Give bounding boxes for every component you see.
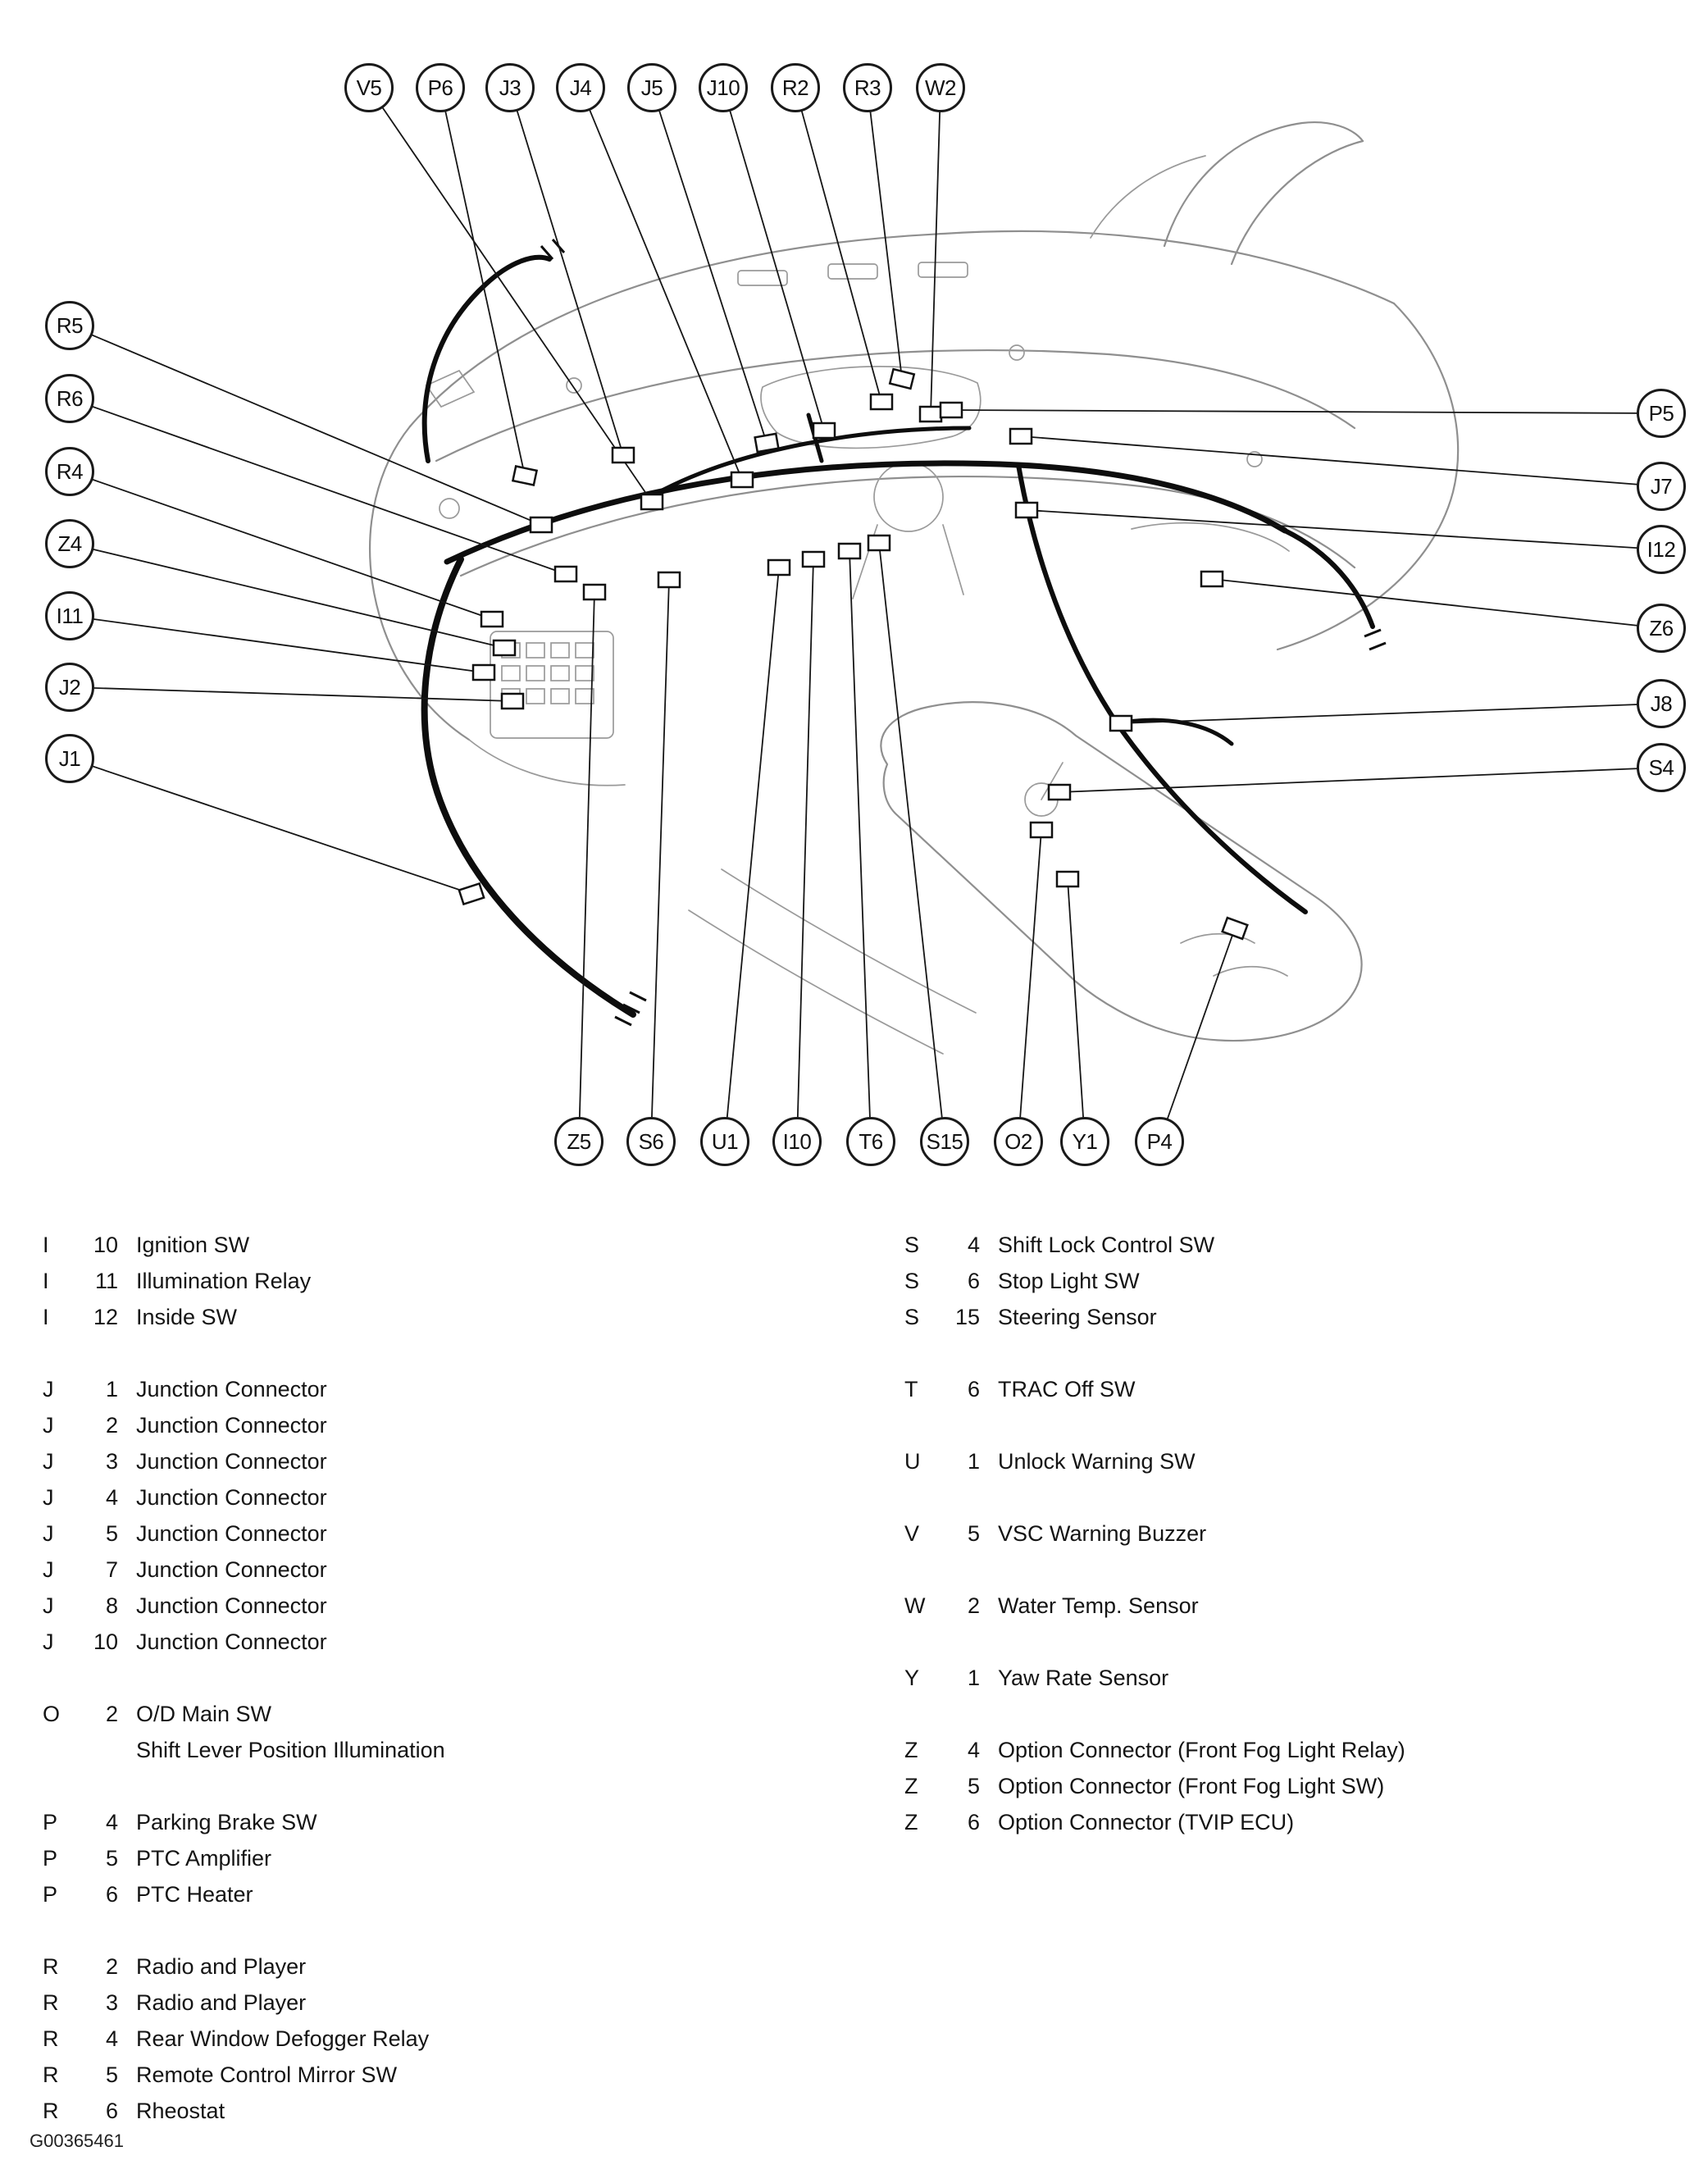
legend-name: Inside SW bbox=[136, 1304, 238, 1329]
callout-z6: Z6 bbox=[1637, 604, 1686, 653]
legend-number: 1 bbox=[967, 1665, 980, 1690]
legend-name: Shift Lock Control SW bbox=[998, 1232, 1215, 1257]
legend-row bbox=[904, 1804, 1692, 1840]
legend-name: Junction Connector bbox=[136, 1520, 327, 1546]
legend-code: T bbox=[904, 1376, 918, 1401]
legend-group-y bbox=[904, 1660, 1692, 1696]
legend-code: J bbox=[43, 1629, 54, 1654]
legend-number: 4 bbox=[105, 1809, 118, 1834]
legend-number: 12 bbox=[93, 1304, 118, 1329]
legend-row bbox=[43, 1588, 863, 1624]
legend-name: Junction Connector bbox=[136, 1448, 327, 1474]
legend-number: 5 bbox=[105, 1845, 118, 1871]
legend-code: P bbox=[43, 1881, 58, 1907]
callout-j7: J7 bbox=[1637, 462, 1686, 511]
callout-j4: J4 bbox=[556, 63, 605, 112]
legend-number: 4 bbox=[967, 1737, 980, 1762]
legend-number: 8 bbox=[105, 1593, 118, 1618]
legend-code: V bbox=[904, 1520, 920, 1546]
legend-group-w bbox=[904, 1588, 1692, 1624]
legend-row bbox=[43, 1840, 863, 1876]
legend-row bbox=[904, 1660, 1692, 1696]
legend-group-u bbox=[904, 1443, 1692, 1479]
legend-row bbox=[904, 1588, 1692, 1624]
legend-number: 1 bbox=[105, 1376, 118, 1401]
legend-row bbox=[43, 2093, 863, 2129]
legend-group-i bbox=[43, 1227, 863, 1335]
legend-row bbox=[43, 1299, 863, 1335]
legend-number: 2 bbox=[105, 1701, 118, 1726]
legend-code: J bbox=[43, 1520, 54, 1546]
legend-number: 1 bbox=[967, 1448, 980, 1474]
legend-row bbox=[43, 2021, 863, 2057]
legend-code: P bbox=[43, 1809, 58, 1834]
legend-number: 4 bbox=[105, 2026, 118, 2051]
callout-p4: P4 bbox=[1135, 1117, 1184, 1166]
legend-name: Junction Connector bbox=[136, 1593, 327, 1618]
legend-code: R bbox=[43, 2062, 59, 2087]
legend-row bbox=[43, 1804, 863, 1840]
legend-name: Radio and Player bbox=[136, 1989, 307, 2015]
legend-name: Junction Connector bbox=[136, 1556, 327, 1582]
legend-row bbox=[43, 1624, 863, 1660]
legend-number: 7 bbox=[105, 1556, 118, 1582]
legend-code: O bbox=[43, 1701, 61, 1726]
legend-name: PTC Heater bbox=[136, 1881, 253, 1907]
legend-number: 6 bbox=[967, 1376, 980, 1401]
legend-group-t bbox=[904, 1371, 1692, 1407]
legend-number: 2 bbox=[105, 1412, 118, 1438]
legend-row bbox=[43, 1985, 863, 2021]
legend-name: Option Connector (Front Fog Light Relay) bbox=[998, 1737, 1405, 1762]
callout-p6: P6 bbox=[416, 63, 465, 112]
legend-name: Option Connector (Front Fog Light SW) bbox=[998, 1773, 1385, 1798]
legend-number: 2 bbox=[105, 1953, 118, 1979]
legend-group-s bbox=[904, 1227, 1692, 1335]
legend-name: Rear Window Defogger Relay bbox=[136, 2026, 430, 2051]
callout-s6: S6 bbox=[626, 1117, 676, 1166]
legend-code: Z bbox=[904, 1809, 918, 1834]
callout-r2: R2 bbox=[771, 63, 820, 112]
legend-name: Parking Brake SW bbox=[136, 1809, 317, 1834]
callout-p5: P5 bbox=[1637, 389, 1686, 438]
legend-code: Z bbox=[904, 1773, 918, 1798]
legend-code: Z bbox=[904, 1737, 918, 1762]
callout-z5: Z5 bbox=[554, 1117, 603, 1166]
callout-r4: R4 bbox=[45, 447, 94, 496]
legend-name: PTC Amplifier bbox=[136, 1845, 272, 1871]
legend-row bbox=[43, 1443, 863, 1479]
legend-code: S bbox=[904, 1268, 920, 1293]
legend-name: Radio and Player bbox=[136, 1953, 307, 1979]
legend-row bbox=[904, 1768, 1692, 1804]
legend-row bbox=[43, 1876, 863, 1912]
callout-r6: R6 bbox=[45, 374, 94, 423]
legend-number: 5 bbox=[967, 1520, 980, 1546]
legend-number: 10 bbox=[93, 1629, 118, 1654]
callout-j1: J1 bbox=[45, 734, 94, 783]
callout-y1: Y1 bbox=[1060, 1117, 1109, 1166]
legend-name: Remote Control Mirror SW bbox=[136, 2062, 398, 2087]
legend-name: Stop Light SW bbox=[998, 1268, 1140, 1293]
legend-number: 3 bbox=[105, 1989, 118, 2015]
legend-group-r bbox=[43, 1948, 863, 2129]
legend-code: S bbox=[904, 1304, 920, 1329]
callout-j3: J3 bbox=[485, 63, 535, 112]
callout-s4: S4 bbox=[1637, 743, 1686, 792]
legend-name: TRAC Off SW bbox=[998, 1376, 1136, 1401]
legend-name: Option Connector (TVIP ECU) bbox=[998, 1809, 1295, 1834]
legend-number: 4 bbox=[105, 1484, 118, 1510]
legend-row bbox=[43, 1948, 863, 1985]
legend-row bbox=[904, 1371, 1692, 1407]
legend-column-right bbox=[904, 1227, 1692, 1876]
legend-number: 6 bbox=[967, 1268, 980, 1293]
callout-j8: J8 bbox=[1637, 679, 1686, 728]
legend-name: Shift Lever Position Illumination bbox=[136, 1737, 445, 1762]
wiring-harness bbox=[425, 239, 1386, 1025]
legend-code: R bbox=[43, 1953, 59, 1979]
callout-z4: Z4 bbox=[45, 519, 94, 568]
legend-group-z bbox=[904, 1732, 1692, 1840]
legend-name: Junction Connector bbox=[136, 1484, 327, 1510]
legend-code: I bbox=[43, 1304, 49, 1329]
legend-name: Ignition SW bbox=[136, 1232, 250, 1257]
callout-r5: R5 bbox=[45, 301, 94, 350]
figure-id: G00365461 bbox=[30, 2131, 124, 2151]
callout-i11: I11 bbox=[45, 591, 94, 640]
leader-lines bbox=[70, 88, 1661, 1142]
legend-row bbox=[904, 1515, 1692, 1552]
legend-group-j bbox=[43, 1371, 863, 1660]
legend-row bbox=[43, 2057, 863, 2093]
legend-name: Junction Connector bbox=[136, 1376, 327, 1401]
legend-number: 2 bbox=[967, 1593, 980, 1618]
legend-name: Water Temp. Sensor bbox=[998, 1593, 1199, 1618]
legend-name: Junction Connector bbox=[136, 1412, 327, 1438]
legend-code: J bbox=[43, 1412, 54, 1438]
legend-row bbox=[904, 1299, 1692, 1335]
legend-name: Unlock Warning SW bbox=[998, 1448, 1196, 1474]
legend-code: J bbox=[43, 1484, 54, 1510]
legend-number: 6 bbox=[105, 1881, 118, 1907]
legend-name: VSC Warning Buzzer bbox=[998, 1520, 1207, 1546]
callout-u1: U1 bbox=[700, 1117, 749, 1166]
legend-row bbox=[904, 1263, 1692, 1299]
legend-code: U bbox=[904, 1448, 921, 1474]
legend-code: R bbox=[43, 2098, 59, 2123]
legend-group-v bbox=[904, 1515, 1692, 1552]
callout-v5: V5 bbox=[344, 63, 394, 112]
legend-code: J bbox=[43, 1593, 54, 1618]
legend-code: W bbox=[904, 1593, 926, 1618]
legend-row bbox=[904, 1732, 1692, 1768]
legend-name: Rheostat bbox=[136, 2098, 225, 2123]
legend-code: R bbox=[43, 2026, 59, 2051]
callout-s15: S15 bbox=[920, 1117, 969, 1166]
legend-code: R bbox=[43, 1989, 59, 2015]
callout-w2: W2 bbox=[916, 63, 965, 112]
legend-number: 3 bbox=[105, 1448, 118, 1474]
legend-row bbox=[43, 1696, 863, 1732]
legend-name: Yaw Rate Sensor bbox=[998, 1665, 1169, 1690]
legend-row bbox=[904, 1443, 1692, 1479]
callout-j5: J5 bbox=[627, 63, 676, 112]
legend-row bbox=[43, 1479, 863, 1515]
callout-t6: T6 bbox=[846, 1117, 895, 1166]
legend-number: 10 bbox=[93, 1232, 118, 1257]
legend-group-p bbox=[43, 1804, 863, 1912]
legend-code: J bbox=[43, 1448, 54, 1474]
legend-row bbox=[43, 1515, 863, 1552]
legend-column-left bbox=[43, 1227, 863, 2165]
callout-j2: J2 bbox=[45, 663, 94, 712]
legend-number: 5 bbox=[967, 1773, 980, 1798]
legend-code: I bbox=[43, 1232, 49, 1257]
legend-code: S bbox=[904, 1232, 920, 1257]
legend-name: Steering Sensor bbox=[998, 1304, 1157, 1329]
legend-code: I bbox=[43, 1268, 49, 1293]
legend-number: 5 bbox=[105, 2062, 118, 2087]
callout-i12: I12 bbox=[1637, 525, 1686, 574]
callout-j10: J10 bbox=[699, 63, 748, 112]
legend-name: O/D Main SW bbox=[136, 1701, 272, 1726]
callout-o2: O2 bbox=[994, 1117, 1043, 1166]
legend-row bbox=[43, 1552, 863, 1588]
legend-number: 6 bbox=[967, 1809, 980, 1834]
legend-row bbox=[904, 1227, 1692, 1263]
legend-group-o bbox=[43, 1696, 863, 1768]
legend-name: Illumination Relay bbox=[136, 1268, 312, 1293]
legend-code: P bbox=[43, 1845, 58, 1871]
legend-row bbox=[43, 1371, 863, 1407]
callout-i10: I10 bbox=[772, 1117, 822, 1166]
legend-row bbox=[43, 1263, 863, 1299]
legend-code: J bbox=[43, 1376, 54, 1401]
legend-number: 15 bbox=[954, 1304, 980, 1329]
legend-row bbox=[43, 1732, 863, 1768]
legend-row bbox=[43, 1227, 863, 1263]
legend-code: Y bbox=[904, 1665, 920, 1690]
legend-name: Junction Connector bbox=[136, 1629, 327, 1654]
legend-number: 5 bbox=[105, 1520, 118, 1546]
legend-number: 4 bbox=[967, 1232, 980, 1257]
legend-code: J bbox=[43, 1556, 54, 1582]
legend-row bbox=[43, 1407, 863, 1443]
callout-r3: R3 bbox=[843, 63, 892, 112]
legend-number: 11 bbox=[94, 1268, 118, 1293]
legend-number: 6 bbox=[105, 2098, 118, 2123]
